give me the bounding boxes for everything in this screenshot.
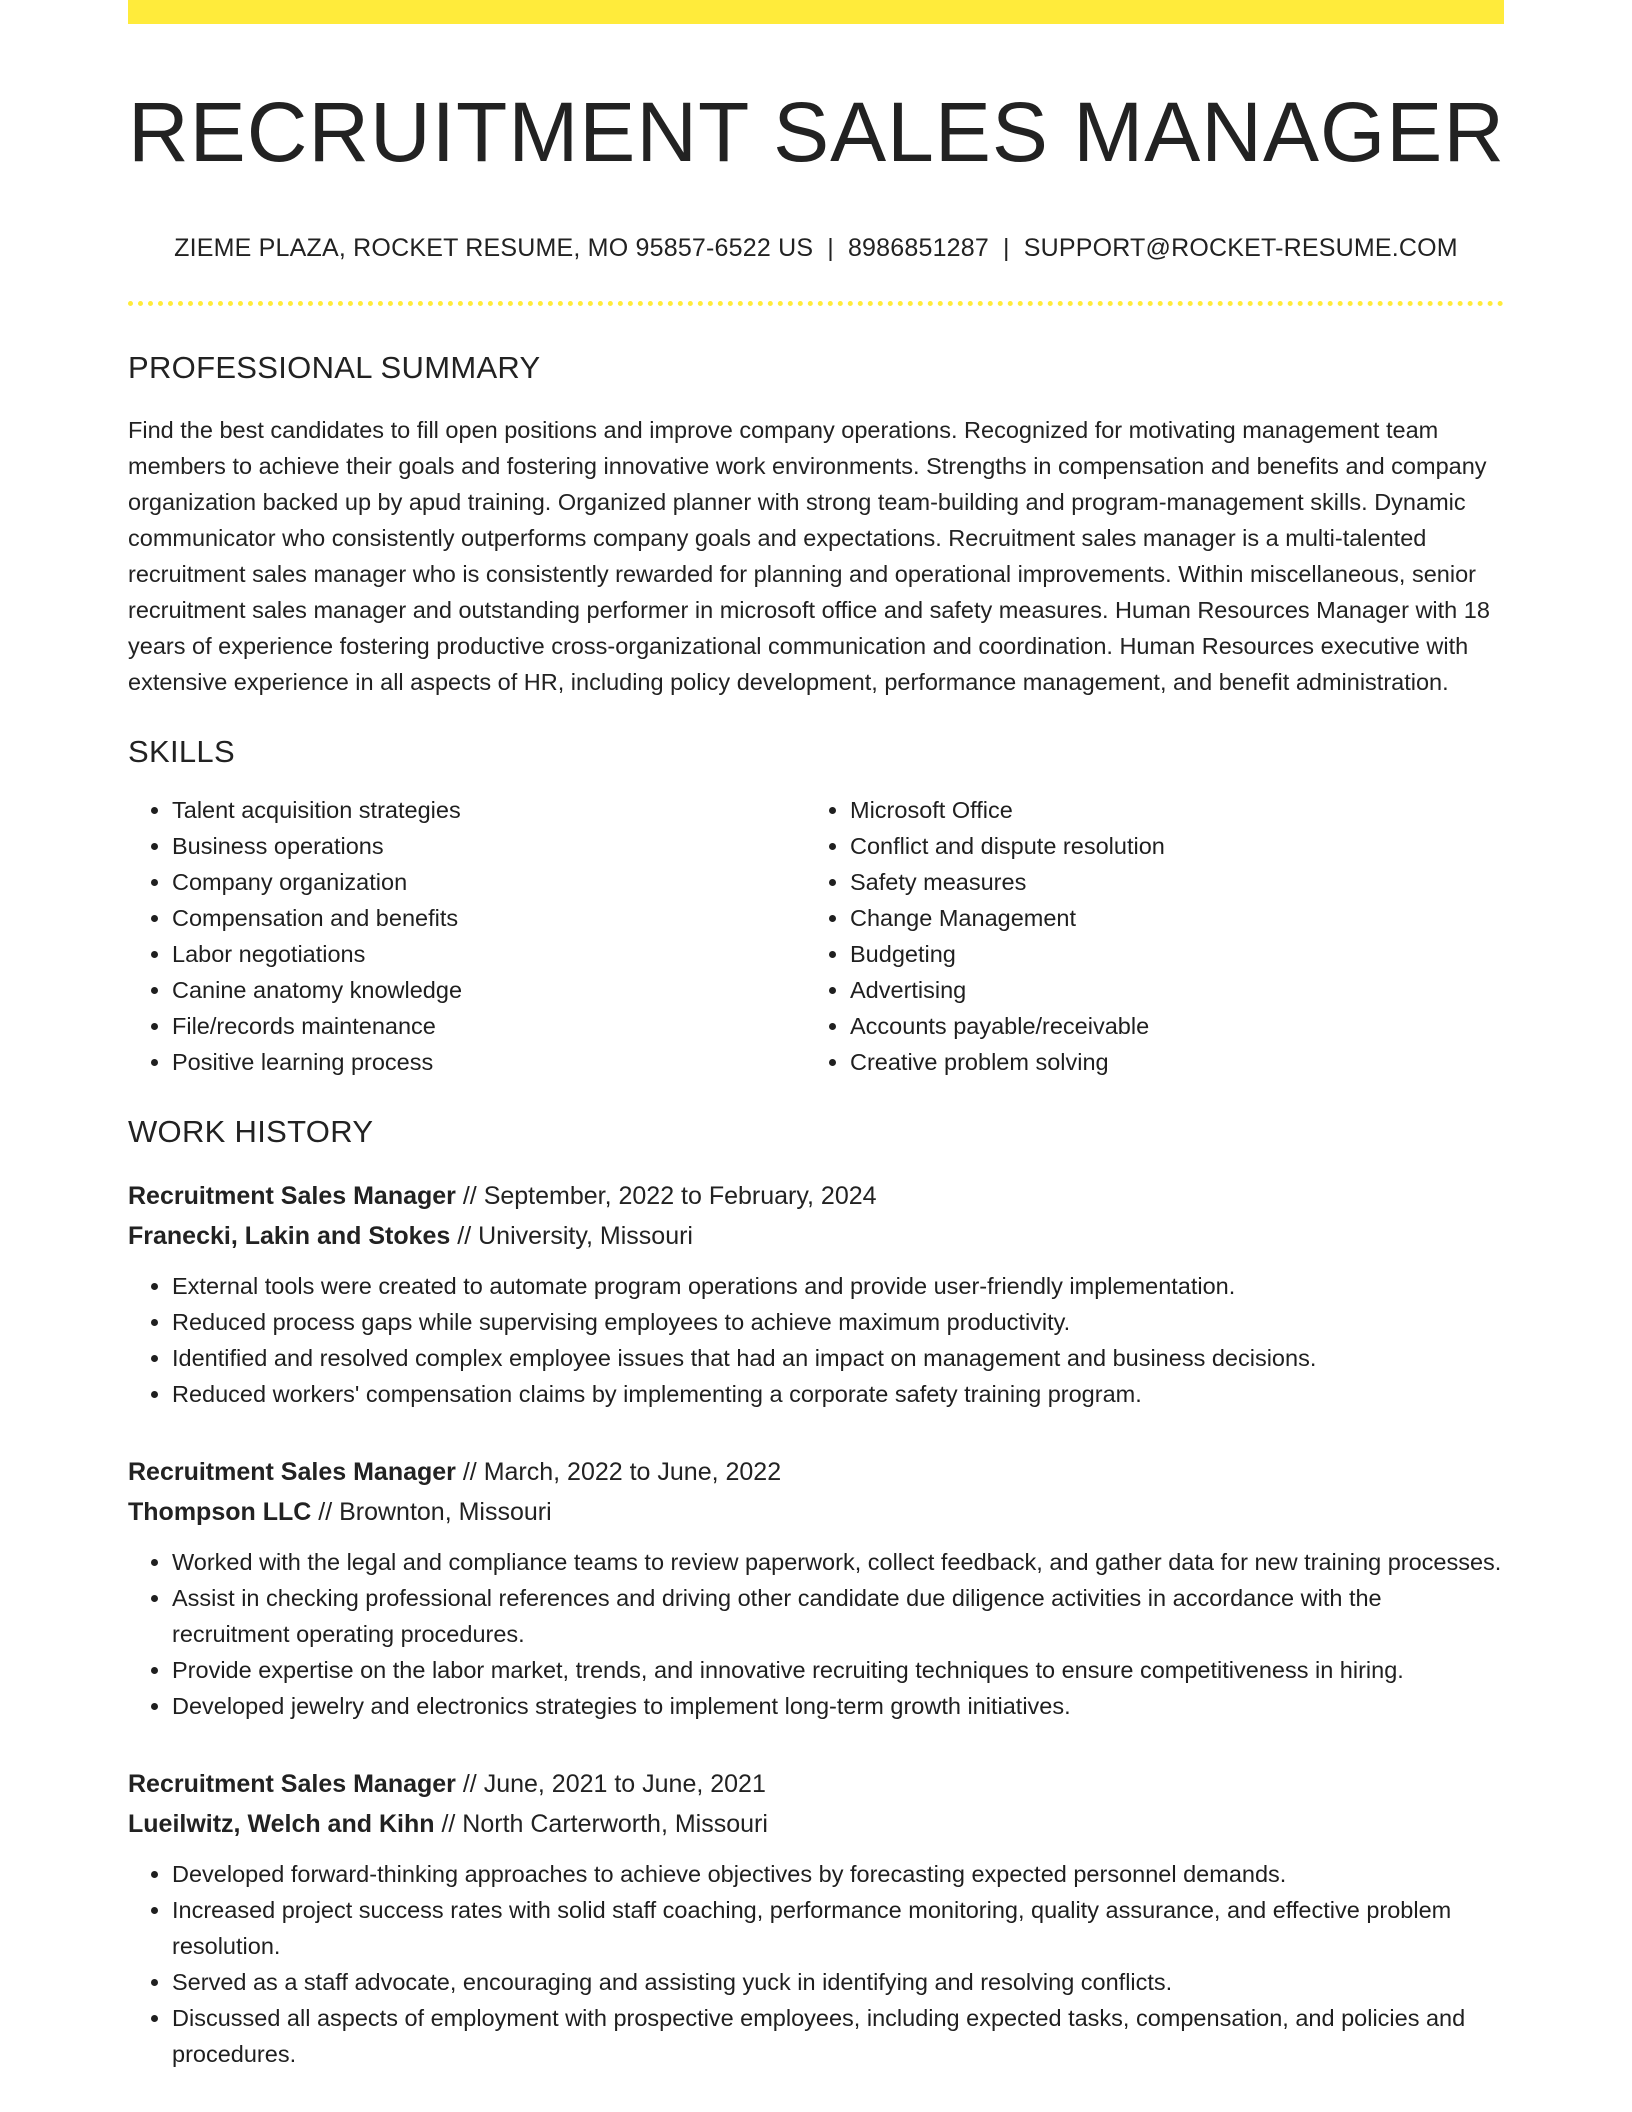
skill-item: • Budgeting [850, 936, 1484, 972]
skill-item: • Accounts payable/receivable [850, 1008, 1484, 1044]
job-bullet: • Identified and resolved complex employee issues that had an impact on management and business decisions. [172, 1340, 1504, 1376]
job-bullet: • Served as a staff advocate, encouraging and assisting yuck in identifying and resolving conflicts. [172, 1964, 1504, 2000]
job-role-line [128, 1764, 1504, 1804]
job-entry [128, 1764, 1504, 2072]
skill-item: • Talent acquisition strategies [172, 792, 806, 828]
skill-item: • Conflict and dispute resolution [850, 828, 1484, 864]
job-role: Recruitment Sales Manager [128, 1770, 456, 1799]
contact-separator: | [827, 234, 834, 263]
skill-item: • Change Management [850, 900, 1484, 936]
job-bullets [128, 1856, 1504, 2072]
skill-item: • Advertising [850, 972, 1484, 1008]
job-entry [128, 1176, 1504, 1412]
contact-separator: | [1003, 234, 1010, 263]
job-bullet: • Provide expertise on the labor market, trends, and innovative recruiting techniques to ensure competitiveness in hiring. [172, 1652, 1504, 1688]
job-bullet: • Developed forward-thinking approaches to achieve objectives by forecasting expected personnel demands. [172, 1856, 1504, 1892]
resume-page [128, 0, 1504, 2072]
job-bullet: • Reduced workers' compensation claims by implementing a corporate safety training program. [172, 1376, 1504, 1412]
skill-item: • Canine anatomy knowledge [172, 972, 806, 1008]
contact-line [128, 234, 1504, 263]
skill-item: • Labor negotiations [172, 936, 806, 972]
job-bullets [128, 1544, 1504, 1724]
job-dates: // June, 2021 to June, 2021 [455, 1770, 766, 1799]
skills-columns [128, 792, 1504, 1080]
job-company-line [128, 1804, 1504, 1844]
job-role-line [128, 1452, 1504, 1492]
work-history-heading: WORK HISTORY [128, 1114, 374, 1150]
job-bullet: • Discussed all aspects of employment with prospective employees, including expected tasks, compensation, and policies and procedures. [172, 2000, 1504, 2072]
skill-item: • Creative problem solving [850, 1044, 1484, 1080]
skill-item: • Positive learning process [172, 1044, 806, 1080]
job-role: Recruitment Sales Manager [128, 1458, 456, 1487]
work-history-list [128, 1176, 1504, 2072]
contact-email: SUPPORT@ROCKET-RESUME.COM [1023, 234, 1458, 263]
job-bullet: • Worked with the legal and compliance teams to review paperwork, collect feedback, and gather data for new training processes. [172, 1544, 1504, 1580]
job-bullets [128, 1268, 1504, 1412]
job-role-line [128, 1176, 1504, 1216]
job-company-line [128, 1492, 1504, 1532]
job-dates: // March, 2022 to June, 2022 [455, 1458, 782, 1487]
skills-list-left [128, 792, 806, 1080]
job-dates: // September, 2022 to February, 2024 [455, 1182, 877, 1211]
candidate-title: RECRUITMENT SALES MANAGER [128, 85, 1505, 179]
accent-top-bar [128, 0, 1504, 24]
dotted-divider [128, 301, 1504, 306]
job-location: // Brownton, Missouri [311, 1498, 552, 1527]
job-bullet: • Reduced process gaps while supervising employees to achieve maximum productivity. [172, 1304, 1504, 1340]
skill-item: • Safety measures [850, 864, 1484, 900]
job-company: Lueilwitz, Welch and Kihn [128, 1810, 435, 1839]
summary-text: Find the best candidates to fill open positions and improve company operations. Recognized for motivating management team members to achieve their goals and fostering innovative work environments. Strengths in compensation and benefits and company organization backed up by apud training. Organized planner with strong team-building and program-management skills. Dynamic communicator who consistently outperforms company goals and expectations. Recruitment sales manager is a multi-talented recruitment sales manager who is consistently rewarded for planning and operational improvements. Within miscellaneous, senior recruitment sales manager and outstanding performer in microsoft office and safety measures. Human Resources Manager with 18 years of experience fostering productive cross-organizational communication and coordination. Human Resources executive with extensive experience in all aspects of HR, including policy development, performance management, and benefit administration. [128, 417, 1490, 696]
skill-item: • Company organization [172, 864, 806, 900]
skill-item: • Microsoft Office [850, 792, 1484, 828]
job-company: Franecki, Lakin and Stokes [128, 1222, 451, 1251]
summary-heading: PROFESSIONAL SUMMARY [128, 350, 541, 386]
skill-item: • File/records maintenance [172, 1008, 806, 1044]
skill-item: • Business operations [172, 828, 806, 864]
job-bullet: • Assist in checking professional references and driving other candidate due diligence activities in accordance with the recruitment operating procedures. [172, 1580, 1504, 1652]
skills-list-right [806, 792, 1484, 1080]
skill-item: • Compensation and benefits [172, 900, 806, 936]
job-bullet: • External tools were created to automate program operations and provide user-friendly implementation. [172, 1268, 1504, 1304]
job-company-line [128, 1216, 1504, 1256]
job-entry [128, 1452, 1504, 1724]
contact-phone: 8986851287 [847, 234, 989, 263]
job-bullet: • Developed jewelry and electronics strategies to implement long-term growth initiatives. [172, 1688, 1504, 1724]
job-location: // University, Missouri [450, 1222, 693, 1251]
job-role: Recruitment Sales Manager [128, 1182, 456, 1211]
job-bullet: • Increased project success rates with solid staff coaching, performance monitoring, quality assurance, and effective problem resolution. [172, 1892, 1504, 1964]
contact-address: ZIEME PLAZA, ROCKET RESUME, MO 95857-6522 US [174, 234, 814, 263]
job-location: // North Carterworth, Missouri [434, 1810, 768, 1839]
job-company: Thompson LLC [128, 1498, 312, 1527]
skills-heading: SKILLS [128, 734, 235, 770]
